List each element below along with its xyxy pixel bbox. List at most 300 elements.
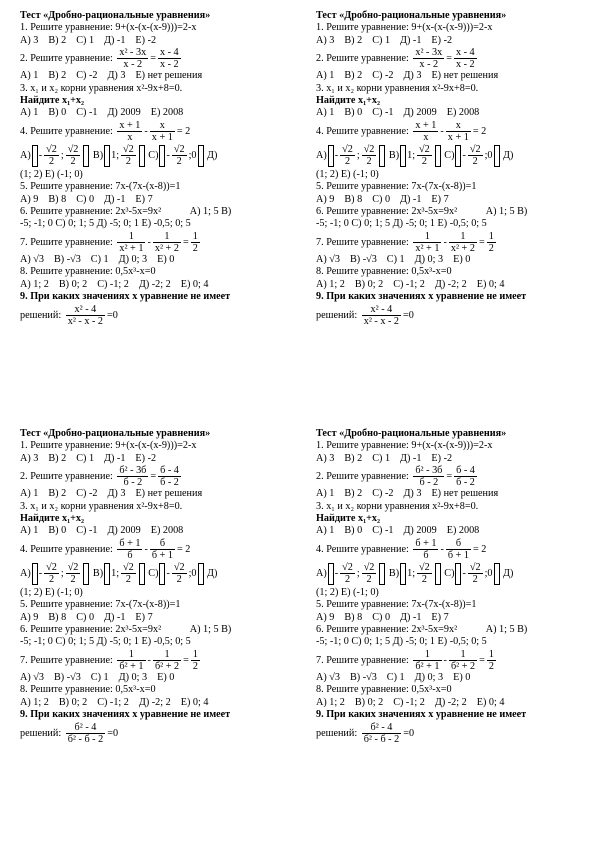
numerator: √2 xyxy=(363,144,375,156)
question-9-equation xyxy=(20,722,300,745)
bracket-glyph xyxy=(328,145,334,167)
fraction xyxy=(413,649,441,672)
fraction xyxy=(150,120,175,143)
fraction xyxy=(191,231,200,254)
question-3: 3. x₁ и x₂ корни уравнения x²-9x+8=0. xyxy=(20,82,183,94)
question-1: 1. Решите уравнение: 9+(х-(х-(х-9)))=2-х xyxy=(20,440,197,452)
equals-sign: = xyxy=(446,53,452,65)
answer-option: А) 1; 2 xyxy=(316,278,345,290)
answer-option: А) 1; 5 В) xyxy=(189,624,232,636)
question-label: 7. Решите уравнение: xyxy=(20,654,113,666)
answer-letter: В) xyxy=(92,149,104,161)
numerator: x + 1 xyxy=(119,119,141,131)
fraction xyxy=(449,649,477,672)
answer-option: Д) 3 xyxy=(403,488,422,500)
rhs: =0 xyxy=(403,727,415,739)
answer-option: С) -2 xyxy=(76,70,98,82)
answers-4 xyxy=(316,561,595,587)
fraction xyxy=(417,144,432,167)
numerator: x² - 4 xyxy=(362,304,401,316)
numerator: √2 xyxy=(123,562,134,574)
answers-1 xyxy=(20,453,300,465)
fraction xyxy=(362,304,401,327)
fraction xyxy=(413,538,438,561)
answer-option: В) 0; 2 xyxy=(58,696,88,708)
answer-option: В) 0 xyxy=(344,107,363,119)
denominator: x + 1 xyxy=(151,131,173,143)
answers-8 xyxy=(316,697,595,709)
question-6 xyxy=(20,624,300,636)
answer-option: Д) -2; 2 xyxy=(434,696,467,708)
numerator: 1 xyxy=(449,231,477,243)
answer-option: В) 0; 2 xyxy=(58,278,88,290)
fraction xyxy=(153,231,181,254)
numerator: 1 xyxy=(117,231,145,243)
answer-option: Д) -1 xyxy=(104,34,126,46)
fraction xyxy=(44,562,59,585)
question-6 xyxy=(316,624,595,636)
answer-option: Е) -2 xyxy=(135,452,157,464)
answer-option: А) 1; 5 В) xyxy=(485,624,528,636)
fraction xyxy=(454,47,477,70)
answer-option: С) 0 xyxy=(76,611,95,623)
value: ;0 xyxy=(484,149,493,161)
question-7 xyxy=(316,231,595,254)
numerator: x xyxy=(446,120,471,132)
numerator: 1 xyxy=(488,648,494,660)
denominator: б - 2 xyxy=(456,477,475,489)
bracket-glyph xyxy=(83,145,89,167)
denominator: б - 2 xyxy=(160,477,179,489)
answers-7 xyxy=(316,672,595,684)
answer-option: А) √3 xyxy=(316,671,340,683)
separator: ; xyxy=(60,567,64,579)
denominator: б - 2 xyxy=(123,477,143,489)
answer-letter: В) xyxy=(92,567,104,579)
denominator: 2 xyxy=(488,660,494,672)
answer-option: В) 0 xyxy=(48,107,67,119)
answer-option: В) 8 xyxy=(344,193,363,205)
numerator: x - 4 xyxy=(455,47,475,59)
question-5: 5. Решите уравнение: 7х-(7х-(х-8))=1 xyxy=(316,599,477,611)
question-9-equation xyxy=(316,722,595,745)
answer-option: Д) 0; 3 xyxy=(414,671,444,683)
answer-option: В) 2 xyxy=(48,70,67,82)
answers-4 xyxy=(20,143,300,169)
fraction xyxy=(340,562,355,585)
fraction xyxy=(66,144,81,167)
answer-option: Е) 2008 xyxy=(446,107,480,119)
fraction xyxy=(150,538,175,561)
denominator: 2 xyxy=(366,156,372,168)
answers-7 xyxy=(20,672,300,684)
equals-sign: = xyxy=(446,471,453,483)
question-4 xyxy=(316,538,595,561)
answer-option: А) 1 xyxy=(20,70,39,82)
question-1: 1. Решите уравнение: 9+(х-(х-(х-9)))=2-х xyxy=(316,22,493,34)
fraction xyxy=(172,144,187,167)
answer-option: А) 9 xyxy=(316,611,335,623)
answer-option: С) 0 xyxy=(372,193,391,205)
answer-option: Д) 0; 3 xyxy=(118,671,148,683)
question-2 xyxy=(316,47,595,70)
answers-3 xyxy=(316,525,595,537)
question-label: решений: xyxy=(316,727,358,739)
numerator: √2 xyxy=(363,562,375,574)
question-8: 8. Решите уравнение: 0,5x³-x=0 xyxy=(20,266,156,278)
answer-option: С) -1 xyxy=(76,107,98,119)
fraction xyxy=(362,144,377,167)
bracket-glyph xyxy=(379,563,385,585)
question-text: 6. Решите уравнение: 2x³-5x=9x² xyxy=(20,624,162,636)
denominator: x² - x - 2 xyxy=(67,315,104,327)
answers-6: -5; -1; 0 С) 0; 1; 5 Д) -5; 0; 1 Е) -0,5; 0; 5 xyxy=(20,636,191,648)
question-label: 4. Решите уравнение: xyxy=(316,543,409,555)
fraction xyxy=(413,465,444,488)
answer-option: С) -1; 2 xyxy=(97,278,129,290)
question-8: 8. Решите уравнение: 0,5x³-x=0 xyxy=(316,266,452,278)
answer-option: В) 8 xyxy=(48,193,67,205)
question-3-sub: Найдите x₁+x₂ xyxy=(20,95,85,107)
equals-sign: = xyxy=(150,471,157,483)
answer-option: В) -√3 xyxy=(349,253,377,265)
bracket-glyph xyxy=(32,145,38,167)
bracket-glyph xyxy=(83,563,89,585)
answer-option: Е) 0; 4 xyxy=(476,696,505,708)
answer-option: А) 1 xyxy=(316,525,335,537)
denominator: 2 xyxy=(472,574,478,586)
answer-option: В) 2 xyxy=(344,452,363,464)
answer-option: Е) 2008 xyxy=(150,107,184,119)
fraction xyxy=(191,649,200,672)
question-4 xyxy=(20,538,300,561)
answer-option: Д) 2009 xyxy=(107,107,141,119)
question-3: 3. x₁ и x₂ корни уравнения x²-9x+8=0. xyxy=(20,500,183,512)
question-9: 9. При каких значениях х уравнение не имеет xyxy=(20,709,231,721)
answer-option: В) -√3 xyxy=(349,671,377,683)
denominator: x - 2 xyxy=(455,59,475,71)
denominator: б xyxy=(423,549,429,561)
numerator: 1 xyxy=(192,648,198,660)
denominator: б² - б - 2 xyxy=(67,733,104,745)
answer-option: А) 9 xyxy=(20,611,39,623)
minus-sign: - xyxy=(147,236,151,248)
minus-sign: - xyxy=(462,149,466,161)
answer-option: Е) 7 xyxy=(135,611,153,623)
answer-option: С) 1 xyxy=(372,452,391,464)
denominator: б² + 2 xyxy=(450,660,476,672)
answer-option: С) -1 xyxy=(76,525,98,537)
answer-option: Е) 7 xyxy=(431,193,449,205)
answer-option: С) 0 xyxy=(76,193,95,205)
fraction xyxy=(158,465,181,488)
minus-sign: - xyxy=(144,543,148,555)
answer-option: Е) нет решения xyxy=(135,70,203,82)
answer-option: С) 1 xyxy=(90,671,109,683)
answer-option: А) 3 xyxy=(20,34,39,46)
answer-option: С) -2 xyxy=(372,70,394,82)
question-7 xyxy=(20,649,300,672)
fraction xyxy=(340,144,355,167)
denominator: 2 xyxy=(344,156,351,168)
value: 1; xyxy=(111,567,120,579)
minus-sign: - xyxy=(166,149,170,161)
fraction xyxy=(413,231,441,254)
question-2 xyxy=(20,465,300,488)
answer-option: С) 1 xyxy=(372,34,391,46)
minus-sign: - xyxy=(443,654,447,666)
answer-option: Е) нет решения xyxy=(431,70,499,82)
denominator: 2 xyxy=(421,156,427,168)
answer-option: Е) 0 xyxy=(453,671,471,683)
answer-option: А) √3 xyxy=(20,253,44,265)
answers-3 xyxy=(316,107,595,119)
answers-1 xyxy=(316,35,595,47)
answers-8 xyxy=(20,697,300,709)
value: ;0 xyxy=(188,149,197,161)
bracket-glyph xyxy=(104,563,110,585)
bracket-glyph xyxy=(198,145,204,167)
answer-option: В) 2 xyxy=(48,452,67,464)
numerator: б + 1 xyxy=(119,537,141,549)
question-2 xyxy=(20,47,300,70)
answer-option: Д) -1 xyxy=(400,452,422,464)
fraction xyxy=(446,538,471,561)
denominator: x - 2 xyxy=(123,59,143,71)
question-6 xyxy=(20,206,300,218)
question-2 xyxy=(316,465,595,488)
denominator: x - 2 xyxy=(159,59,179,71)
answer-option: С) 1 xyxy=(76,452,95,464)
fraction xyxy=(153,649,181,672)
fraction xyxy=(413,47,444,70)
answers-4-tail: (1; 2) Е) (-1; 0) xyxy=(316,586,379,598)
answers-2 xyxy=(316,70,595,82)
question-label: 4. Решите уравнение: xyxy=(20,543,113,555)
answer-letter: С) xyxy=(148,567,159,579)
fraction xyxy=(362,562,377,585)
denominator: 2 xyxy=(176,156,182,168)
answers-6: -5; -1; 0 С) 0; 1; 5 Д) -5; 0; 1 Е) -0,5; 0; 5 xyxy=(316,218,487,230)
answer-option: А) 1; 5 В) xyxy=(485,206,528,218)
separator: ; xyxy=(60,149,64,161)
bracket-glyph xyxy=(328,563,334,585)
fraction xyxy=(446,120,471,143)
denominator: x² + 2 xyxy=(450,242,475,254)
numerator: √2 xyxy=(123,144,134,156)
answer-option: Е) 0; 4 xyxy=(180,278,209,290)
numerator: б xyxy=(446,538,471,550)
answer-option: Е) нет решения xyxy=(135,488,203,500)
minus-sign: - xyxy=(440,125,444,137)
answer-option: А) 1 xyxy=(316,107,335,119)
answer-option: В) 2 xyxy=(48,488,67,500)
equals-sign: = xyxy=(478,236,485,248)
minus-sign: - xyxy=(443,236,447,248)
rhs: = 2 xyxy=(177,543,191,555)
answer-option: Е) нет решения xyxy=(431,488,499,500)
answer-option: С) -1 xyxy=(372,107,394,119)
answer-letter: С) xyxy=(148,149,159,161)
fraction xyxy=(468,144,483,167)
answer-option: В) -√3 xyxy=(53,253,81,265)
answers-5 xyxy=(20,194,300,206)
answer-option: Д) -1 xyxy=(104,611,126,623)
denominator: 2 xyxy=(366,574,372,586)
numerator: 1 xyxy=(413,649,441,661)
test-block-2 xyxy=(316,10,595,415)
question-5: 5. Решите уравнение: 7х-(7х-(х-8))=1 xyxy=(20,181,181,193)
answer-option: В) 2 xyxy=(344,70,363,82)
answers-7 xyxy=(316,254,595,266)
answer-option: Д) -1 xyxy=(104,452,126,464)
question-label: 2. Решите уравнение: xyxy=(316,471,409,483)
answer-option: Д) -1 xyxy=(400,611,422,623)
minus-sign: - xyxy=(147,654,151,666)
bracket-glyph xyxy=(139,145,145,167)
denominator: 2 xyxy=(125,156,131,168)
answers-3 xyxy=(20,107,300,119)
denominator: б - 2 xyxy=(419,477,439,489)
numerator: √2 xyxy=(419,144,430,156)
value: 1; xyxy=(407,149,416,161)
answer-option: А) 1; 2 xyxy=(20,696,49,708)
answer-option: А) 1; 5 В) xyxy=(189,206,232,218)
fraction xyxy=(66,562,81,585)
test-block-1 xyxy=(20,10,300,415)
question-3-sub: Найдите x₁+x₂ xyxy=(20,513,85,525)
answers-1 xyxy=(20,35,300,47)
fraction xyxy=(454,465,477,488)
question-label: решений: xyxy=(20,727,62,739)
denominator: 2 xyxy=(176,574,182,586)
answers-7 xyxy=(20,254,300,266)
bracket-glyph xyxy=(139,563,145,585)
question-text: 6. Решите уравнение: 2x³-5x=9x² xyxy=(316,624,458,636)
answer-option: Е) 0 xyxy=(453,253,471,265)
answers-5 xyxy=(316,612,595,624)
question-9: 9. При каких значениях х уравнение не имеет xyxy=(316,291,527,303)
question-8: 8. Решите уравнение: 0,5x³-x=0 xyxy=(20,684,156,696)
question-3-sub: Найдите x₁+x₂ xyxy=(316,95,381,107)
answer-option: Д) 3 xyxy=(107,70,126,82)
rhs: = 2 xyxy=(473,543,487,555)
fraction xyxy=(413,120,438,143)
question-label: решений: xyxy=(316,309,358,321)
question-6 xyxy=(316,206,595,218)
denominator: б² + 1 xyxy=(119,660,144,672)
question-3: 3. x₁ и x₂ корни уравнения x²-9x+8=0. xyxy=(316,500,479,512)
answer-option: Д) 3 xyxy=(403,70,422,82)
numerator: x - 4 xyxy=(159,47,179,59)
bracket-glyph xyxy=(400,145,406,167)
test-block-4 xyxy=(316,428,595,833)
answer-option: А) 1 xyxy=(20,525,39,537)
answer-option: С) 1 xyxy=(90,253,109,265)
answer-option: Д) 2009 xyxy=(107,525,141,537)
minus-sign: - xyxy=(440,543,444,555)
numerator: √2 xyxy=(46,562,57,574)
answer-option: Е) 0 xyxy=(157,253,175,265)
answer-option: А) 3 xyxy=(20,452,39,464)
question-9-equation xyxy=(20,304,300,327)
answer-option: В) 8 xyxy=(48,611,67,623)
numerator: б xyxy=(150,538,175,550)
answer-option: Д) -1 xyxy=(400,34,422,46)
answer-option: Е) 7 xyxy=(135,193,153,205)
answer-option: С) -1 xyxy=(372,525,394,537)
test-title: Тест «Дробно-рациональные уравнения» xyxy=(316,428,507,439)
fraction xyxy=(117,649,145,672)
answer-option: Е) 0 xyxy=(157,671,175,683)
answer-option: Е) -2 xyxy=(431,34,453,46)
denominator: x² + 2 xyxy=(154,242,179,254)
question-text: 6. Решите уравнение: 2x³-5x=9x² xyxy=(316,206,458,218)
answer-option: С) 1 xyxy=(76,34,95,46)
answer-option: С) 1 xyxy=(386,253,405,265)
question-3-sub: Найдите x₁+x₂ xyxy=(316,513,381,525)
question-5: 5. Решите уравнение: 7х-(7х-(х-8))=1 xyxy=(20,599,181,611)
numerator: x² - 4 xyxy=(66,304,105,316)
bracket-glyph xyxy=(32,563,38,585)
answer-option: В) 0 xyxy=(344,525,363,537)
answer-option: А) 9 xyxy=(316,193,335,205)
denominator: x² - x - 2 xyxy=(363,315,400,327)
answer-option: А) 1 xyxy=(316,70,335,82)
answer-option: В) -√3 xyxy=(53,671,81,683)
value: ;0 xyxy=(188,567,197,579)
test-block-3 xyxy=(20,428,300,833)
answers-4-tail: (1; 2) Е) (-1; 0) xyxy=(20,168,83,180)
denominator: 2 xyxy=(70,156,76,168)
bracket-glyph xyxy=(400,563,406,585)
numerator: x² - 3x xyxy=(415,47,443,59)
answer-option: Е) 7 xyxy=(431,611,449,623)
denominator: 2 xyxy=(344,574,351,586)
bracket-glyph xyxy=(104,145,110,167)
question-8: 8. Решите уравнение: 0,5x³-x=0 xyxy=(316,684,452,696)
answer-option: А) 1; 2 xyxy=(316,696,345,708)
denominator: x² + 1 xyxy=(415,242,440,254)
answer-option: Д) 2009 xyxy=(403,525,437,537)
numerator: x² - 3x xyxy=(119,47,147,59)
answer-option: С) -1; 2 xyxy=(393,278,425,290)
numerator: 1 xyxy=(192,230,198,242)
answer-option: А) 9 xyxy=(20,193,39,205)
denominator: 2 xyxy=(488,242,494,254)
answer-letter: А) xyxy=(20,149,31,161)
rhs: = 2 xyxy=(176,125,191,137)
answer-option: Д) 0; 3 xyxy=(414,253,444,265)
answer-option: Е) -2 xyxy=(431,452,453,464)
numerator: √2 xyxy=(173,562,185,574)
bracket-glyph xyxy=(455,145,461,167)
denominator: б + 1 xyxy=(447,549,470,561)
fraction xyxy=(117,465,148,488)
fraction xyxy=(487,649,496,672)
question-3: 3. x₁ и x₂ корни уравнения x²-9x+8=0. xyxy=(316,82,479,94)
numerator: 1 xyxy=(449,649,477,661)
answers-4-tail: (1; 2) Е) (-1; 0) xyxy=(20,586,83,598)
fraction xyxy=(66,304,105,327)
numerator: x + 1 xyxy=(415,119,437,131)
answer-letter: Д) xyxy=(207,149,218,161)
bracket-glyph xyxy=(198,563,204,585)
fraction xyxy=(121,562,136,585)
fraction xyxy=(468,562,483,585)
equals-sign: = xyxy=(150,53,156,65)
fraction xyxy=(487,231,496,254)
